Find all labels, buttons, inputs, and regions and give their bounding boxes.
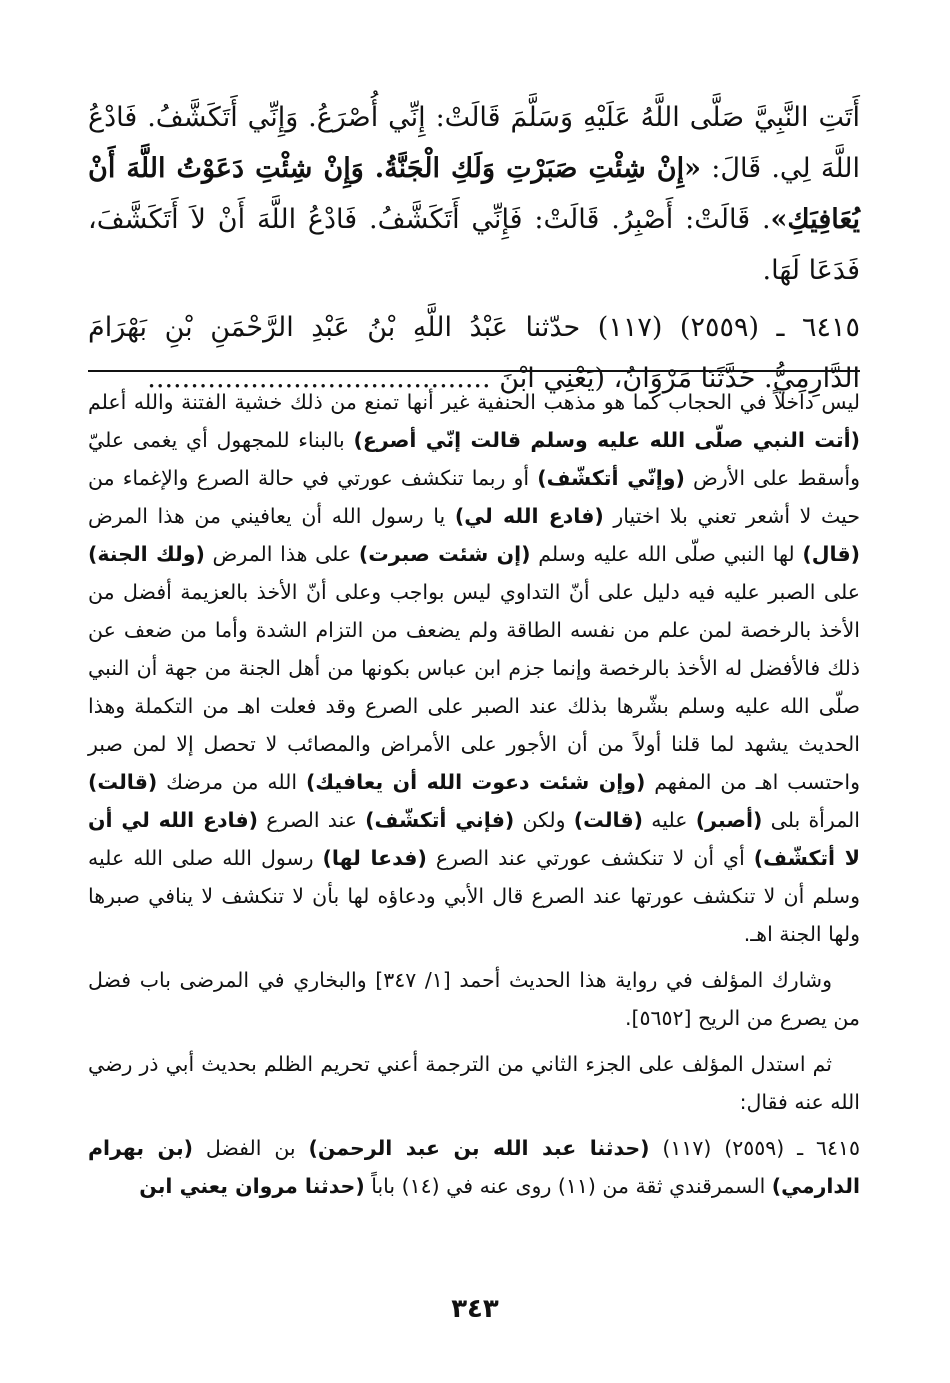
chain-explanation [88, 1129, 860, 1205]
footnote-separator [88, 370, 860, 372]
transition-paragraph: ثم استدل المؤلف على الجزء الثاني من الترجمة أعني تحريم الظلم بحديث أبي ذر رضي الله عنه فقال: [88, 1052, 860, 1114]
chain-text: ٦٤١٥ ـ (٢٥٥٩) (١١٧) حدّثنا عَبْدُ اللَّهِ بْنُ عَبْدِ الرَّحْمَنِ بْنِ بَهْرَامَ الدَّارِمِيُّ. حَدَّثَنَا مَرْوَانُ، (يَعْنِي ابْنَ [88, 312, 860, 394]
reference-paragraph: وشارك المؤلف في رواية هذا الحديث أحمد [١/ ٣٤٧] والبخاري في المرضى باب فضل من يصرع من الريح [٥٦٥٢]. [88, 968, 860, 1030]
commentary-text: يا رسول الله أن يعافيني من هذا المرض [88, 504, 455, 528]
commentary-text: الله من مرضك [157, 770, 306, 794]
commentary-text: بالبناء للمجهول أي يغمى عليّ وأسقط على الأرض [88, 428, 860, 490]
quoted-phrase: (فادع الله لي أن لا أتكشّف) [88, 808, 860, 870]
quoted-phrase: (فإني أتكشّف) [365, 808, 515, 832]
hadith-text-run: أَتَتِ النَّبِيَّ صَلَّى اللَّهُ عَلَيْهِ وَسَلَّمَ قَالَتْ: إِنِّي أُصْرَعُ. وَإِنِّي أَتَكَشَّفُ. فَادْعُ اللَّهَ لِي. قَالَ: [88, 102, 860, 184]
prophet-quote: «إِنْ شِئْتِ صَبَرْتِ وَلَكِ الْجَنَّةُ. وَإِنْ شِئْتِ دَعَوْتُ اللَّهَ أَنْ يُعَافِيَكِ» [88, 153, 860, 235]
commentary-text: على الصبر عليه فيه دليل على أنّ التداوي ليس بواجب وعلى أنّ الأخذ بالعزيمة أفضل من الأخذ بالرخصة لمن علم من نفسه الطاقة ولم يضعف من التزام الشدة وأما من ضعف عن ذلك فالأفضل له الأخذ بالرخصة وإنما جزم ابن عباس بكونها من أهل الجنة من جهة أن النبي صلّى الله عليه وسلم بشّرها بذلك عند الصبر على الصرع وقد فعلت اهـ من التكملة وهذا الحديث يشهد لما قلنا أولاً من أن الأجور على الأمراض والمصائب لا تحصل إلا لمن صبر واحتسب اهـ من المفهم [88, 580, 860, 794]
quoted-phrase: (قال) [802, 542, 861, 566]
quoted-phrase: (قالت) [573, 808, 644, 832]
commentary-text: ليس داخلاً في الحجاب كما هو مذهب الحنفية غير أنها تمنع من ذلك خشية الفتنة والله أعلم [88, 390, 860, 414]
commentary-text: لها النبي صلّى الله عليه وسلم [530, 542, 803, 566]
quoted-phrase: (إن شئت صبرت) [358, 542, 531, 566]
commentary-text: أي أن لا تنكشف عورتي عند الصرع [426, 846, 754, 870]
quoted-phrase: (وإن شئت دعوت الله أن يعافيك) [305, 770, 646, 794]
commentary-text: رسول الله صلى الله عليه وسلم أن لا تنكشف عورتها عند الصرع قال الأبي ودعاؤه لها بأن لا تنكشف لا ينافي صبرها ولها الجنة اهـ. [88, 846, 860, 946]
quoted-phrase: (فدعا لها) [322, 846, 427, 870]
quoted-phrase: (بن بهرام الدارمي) [88, 1136, 860, 1198]
quoted-phrase: (ولك الجنة) [88, 542, 205, 566]
hadith-text-run: . قَالَتْ: أَصْبِرُ. قَالَتْ: فَإِنِّي أَتَكَشَّفُ. فَادْعُ اللَّهَ أَنْ لاَ أَتَكَشَّفَ، فَدَعَا لَهَا. [88, 204, 860, 286]
commentary-paragraph [88, 383, 860, 953]
commentary-text: على هذا المرض [204, 542, 359, 566]
commentary-text: ولكن [514, 808, 574, 832]
quoted-phrase: (أصبر) [695, 808, 763, 832]
page-number: ٣٤٣ [451, 1294, 499, 1324]
quoted-phrase: (حدثنا عبد الله بن عبد الرحمن) [308, 1136, 650, 1160]
commentary-text: السمرقندي ثقة من (١١) روى عنه في (١٤) باباً [364, 1174, 772, 1198]
quoted-phrase: (فادع الله لي) [454, 504, 604, 528]
quoted-phrase: (وإنّي أتكشّف) [537, 466, 685, 490]
quoted-phrase: (أتت النبي صلّى الله عليه وسلم قالت إنّي أصرع) [353, 428, 861, 452]
quoted-phrase: (قالت) [88, 770, 158, 794]
commentary-text: عليه [643, 808, 696, 832]
commentary-text: بن الفضل [193, 1136, 309, 1160]
commentary-text: المرأة بلى [762, 808, 860, 832]
continuation-dots: ........................................ [147, 363, 491, 394]
commentary-text: ٦٤١٥ ـ (٢٥٥٩) (١١٧) [649, 1136, 860, 1160]
hadith-paragraph [88, 92, 860, 296]
quoted-phrase: (حدثنا مروان يعني ابن [139, 1174, 365, 1198]
commentary [88, 383, 860, 1205]
commentary-text: أو ربما تنكشف عورتي في حالة الصرع والإغماء من حيث لا أشعر تعني بلا اختيار [88, 466, 860, 528]
hadith-text [88, 92, 860, 404]
commentary-text: عند الصرع [258, 808, 366, 832]
